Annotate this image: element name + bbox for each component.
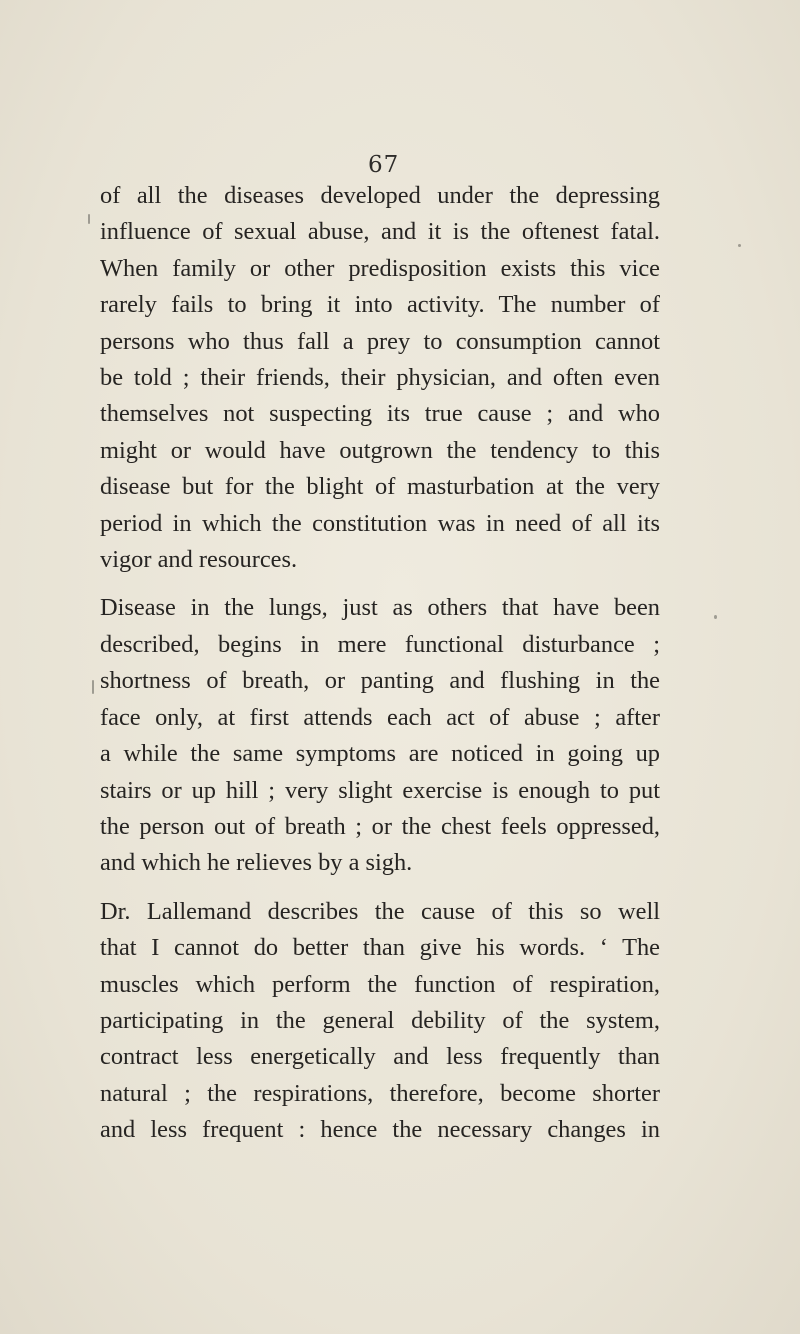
- text-line: persons who thus fall a prey to consumption cannot: [100, 327, 660, 355]
- text-line: contract less energetically and less frequently than: [100, 1043, 660, 1071]
- text-line: that I cannot do better than give his words. ‘ The: [100, 934, 660, 962]
- text-line: and less frequent : hence the necessary changes in: [100, 1116, 660, 1144]
- paper-speck: [738, 244, 741, 247]
- paragraph-1: [100, 178, 660, 578]
- text-line: be told ; their friends, their physician, and often even: [100, 364, 660, 392]
- text-line: disease but for the blight of masturbation at the very: [100, 473, 660, 501]
- text-line: themselves not suspecting its true cause ; and who: [100, 400, 660, 428]
- text-line: and which he relieves by a sigh.: [100, 849, 413, 877]
- text-line: muscles which perform the function of respiration,: [100, 970, 660, 998]
- paper-speck: [714, 615, 717, 619]
- text-line: When family or other predisposition exists this vice: [100, 254, 660, 282]
- text-line: influence of sexual abuse, and it is the oftenest fatal.: [100, 218, 660, 246]
- text-line: rarely fails to bring it into activity. The number of: [100, 291, 660, 319]
- text-line: stairs or up hill ; very slight exercise is enough to put: [100, 776, 660, 804]
- text-line: a while the same symptoms are noticed in going up: [100, 740, 660, 768]
- text-line: of all the diseases developed under the depressing: [100, 182, 660, 209]
- paragraph-2: [100, 590, 660, 881]
- text-line: shortness of breath, or panting and flushing in the: [100, 667, 660, 695]
- text-line: Dr. Lallemand describes the cause of this so well: [100, 897, 660, 925]
- paper-speck: [92, 680, 94, 694]
- text-line: face only, at first attends each act of abuse ; after: [100, 703, 660, 731]
- text-line: might or would have outgrown the tendency to this: [100, 436, 660, 464]
- page-number: 67: [368, 152, 400, 178]
- text-line: described, begins in mere functional disturbance ;: [100, 630, 660, 658]
- text-line: period in which the constitution was in need of all its: [100, 509, 660, 537]
- paragraph-3: [100, 894, 660, 1149]
- body-text: [100, 178, 660, 1161]
- text-line: Disease in the lungs, just as others that have been: [100, 594, 660, 622]
- text-line: vigor and resources.: [100, 546, 298, 574]
- text-line: participating in the general debility of the system,: [100, 1006, 660, 1034]
- paper-speck: [88, 214, 90, 224]
- text-line: natural ; the respirations, therefore, become shorter: [100, 1079, 660, 1107]
- text-line: the person out of breath ; or the chest feels oppressed,: [100, 812, 660, 840]
